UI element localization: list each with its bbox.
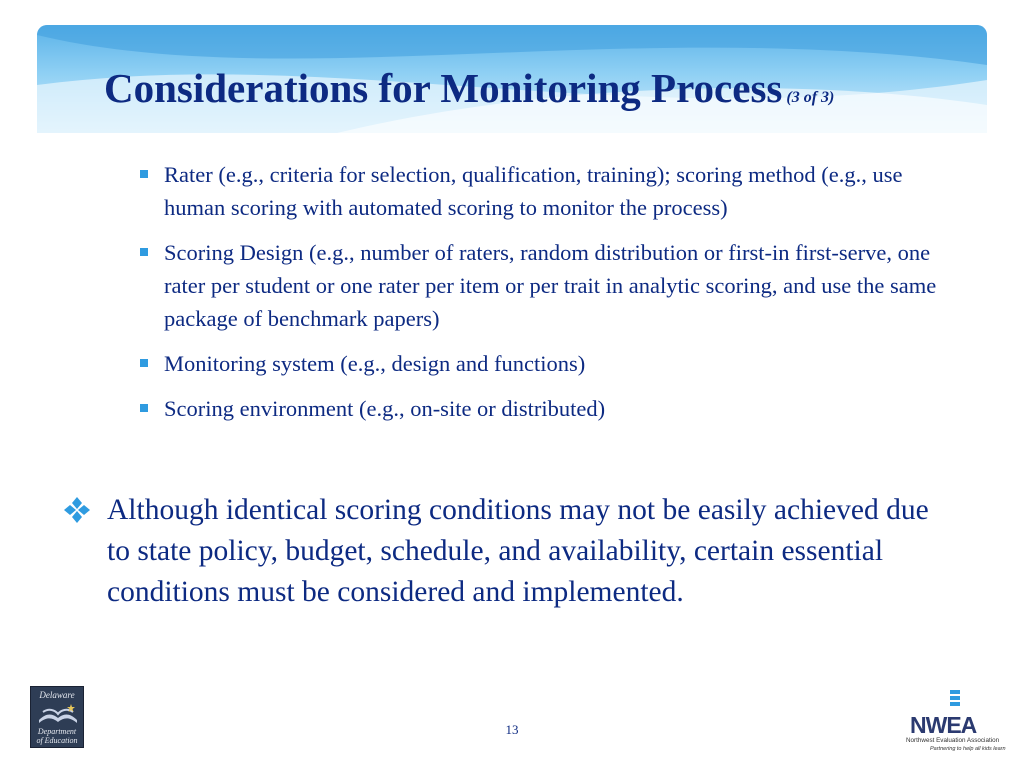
nwea-subtitle: Northwest Evaluation Association xyxy=(906,737,1000,744)
delaware-doe-logo xyxy=(30,686,84,748)
nwea-wordmark: NWEA xyxy=(910,712,977,738)
nwea-bars-icon xyxy=(948,690,962,710)
nwea-logo xyxy=(900,690,1005,752)
four-diamond-bullet-icon xyxy=(63,496,91,524)
list-item xyxy=(138,392,968,425)
list-item xyxy=(138,347,968,380)
delaware-logo-line2: of Education xyxy=(36,736,78,745)
bullet-text: Rater (e.g., criteria for selection, qualification, training); scoring method (e.g., use human scoring with automated scoring to monitor the process) xyxy=(164,162,903,220)
list-item xyxy=(138,236,968,335)
bullet-text: Scoring Design (e.g., number of raters, random distribution or first-in first-serve, one rater per student or one rater per item or per trait in analytic scoring, and use the same package of benchmark papers) xyxy=(164,240,937,331)
main-bullet xyxy=(63,490,943,613)
delaware-logo-bottom-text xyxy=(31,727,83,745)
bullet-text: Monitoring system (e.g., design and functions) xyxy=(164,351,586,376)
slide-title xyxy=(104,65,835,111)
nwea-tagline: Partnering to help all kids learn xyxy=(930,746,1006,752)
square-bullet-icon xyxy=(140,359,148,367)
list-item xyxy=(138,158,968,224)
title-suffix: (3 of 3) xyxy=(786,89,835,106)
delaware-logo-line1: Department xyxy=(37,727,77,736)
sub-bullet-list xyxy=(138,158,968,437)
main-bullet-text: Although identical scoring conditions may not be easily achieved due to state policy, budget, schedule, and availability, certain essential conditions must be considered and implemented. xyxy=(107,494,929,608)
page-number: 13 xyxy=(505,722,519,737)
square-bullet-icon xyxy=(140,404,148,412)
bullet-text: Scoring environment (e.g., on-site or distributed) xyxy=(164,396,606,421)
square-bullet-icon xyxy=(140,170,148,178)
delaware-logo-top-text: Delaware xyxy=(39,690,75,700)
title-text: Considerations for Monitoring Process xyxy=(104,65,783,111)
square-bullet-icon xyxy=(140,248,148,256)
book-emblem-icon xyxy=(37,702,79,726)
